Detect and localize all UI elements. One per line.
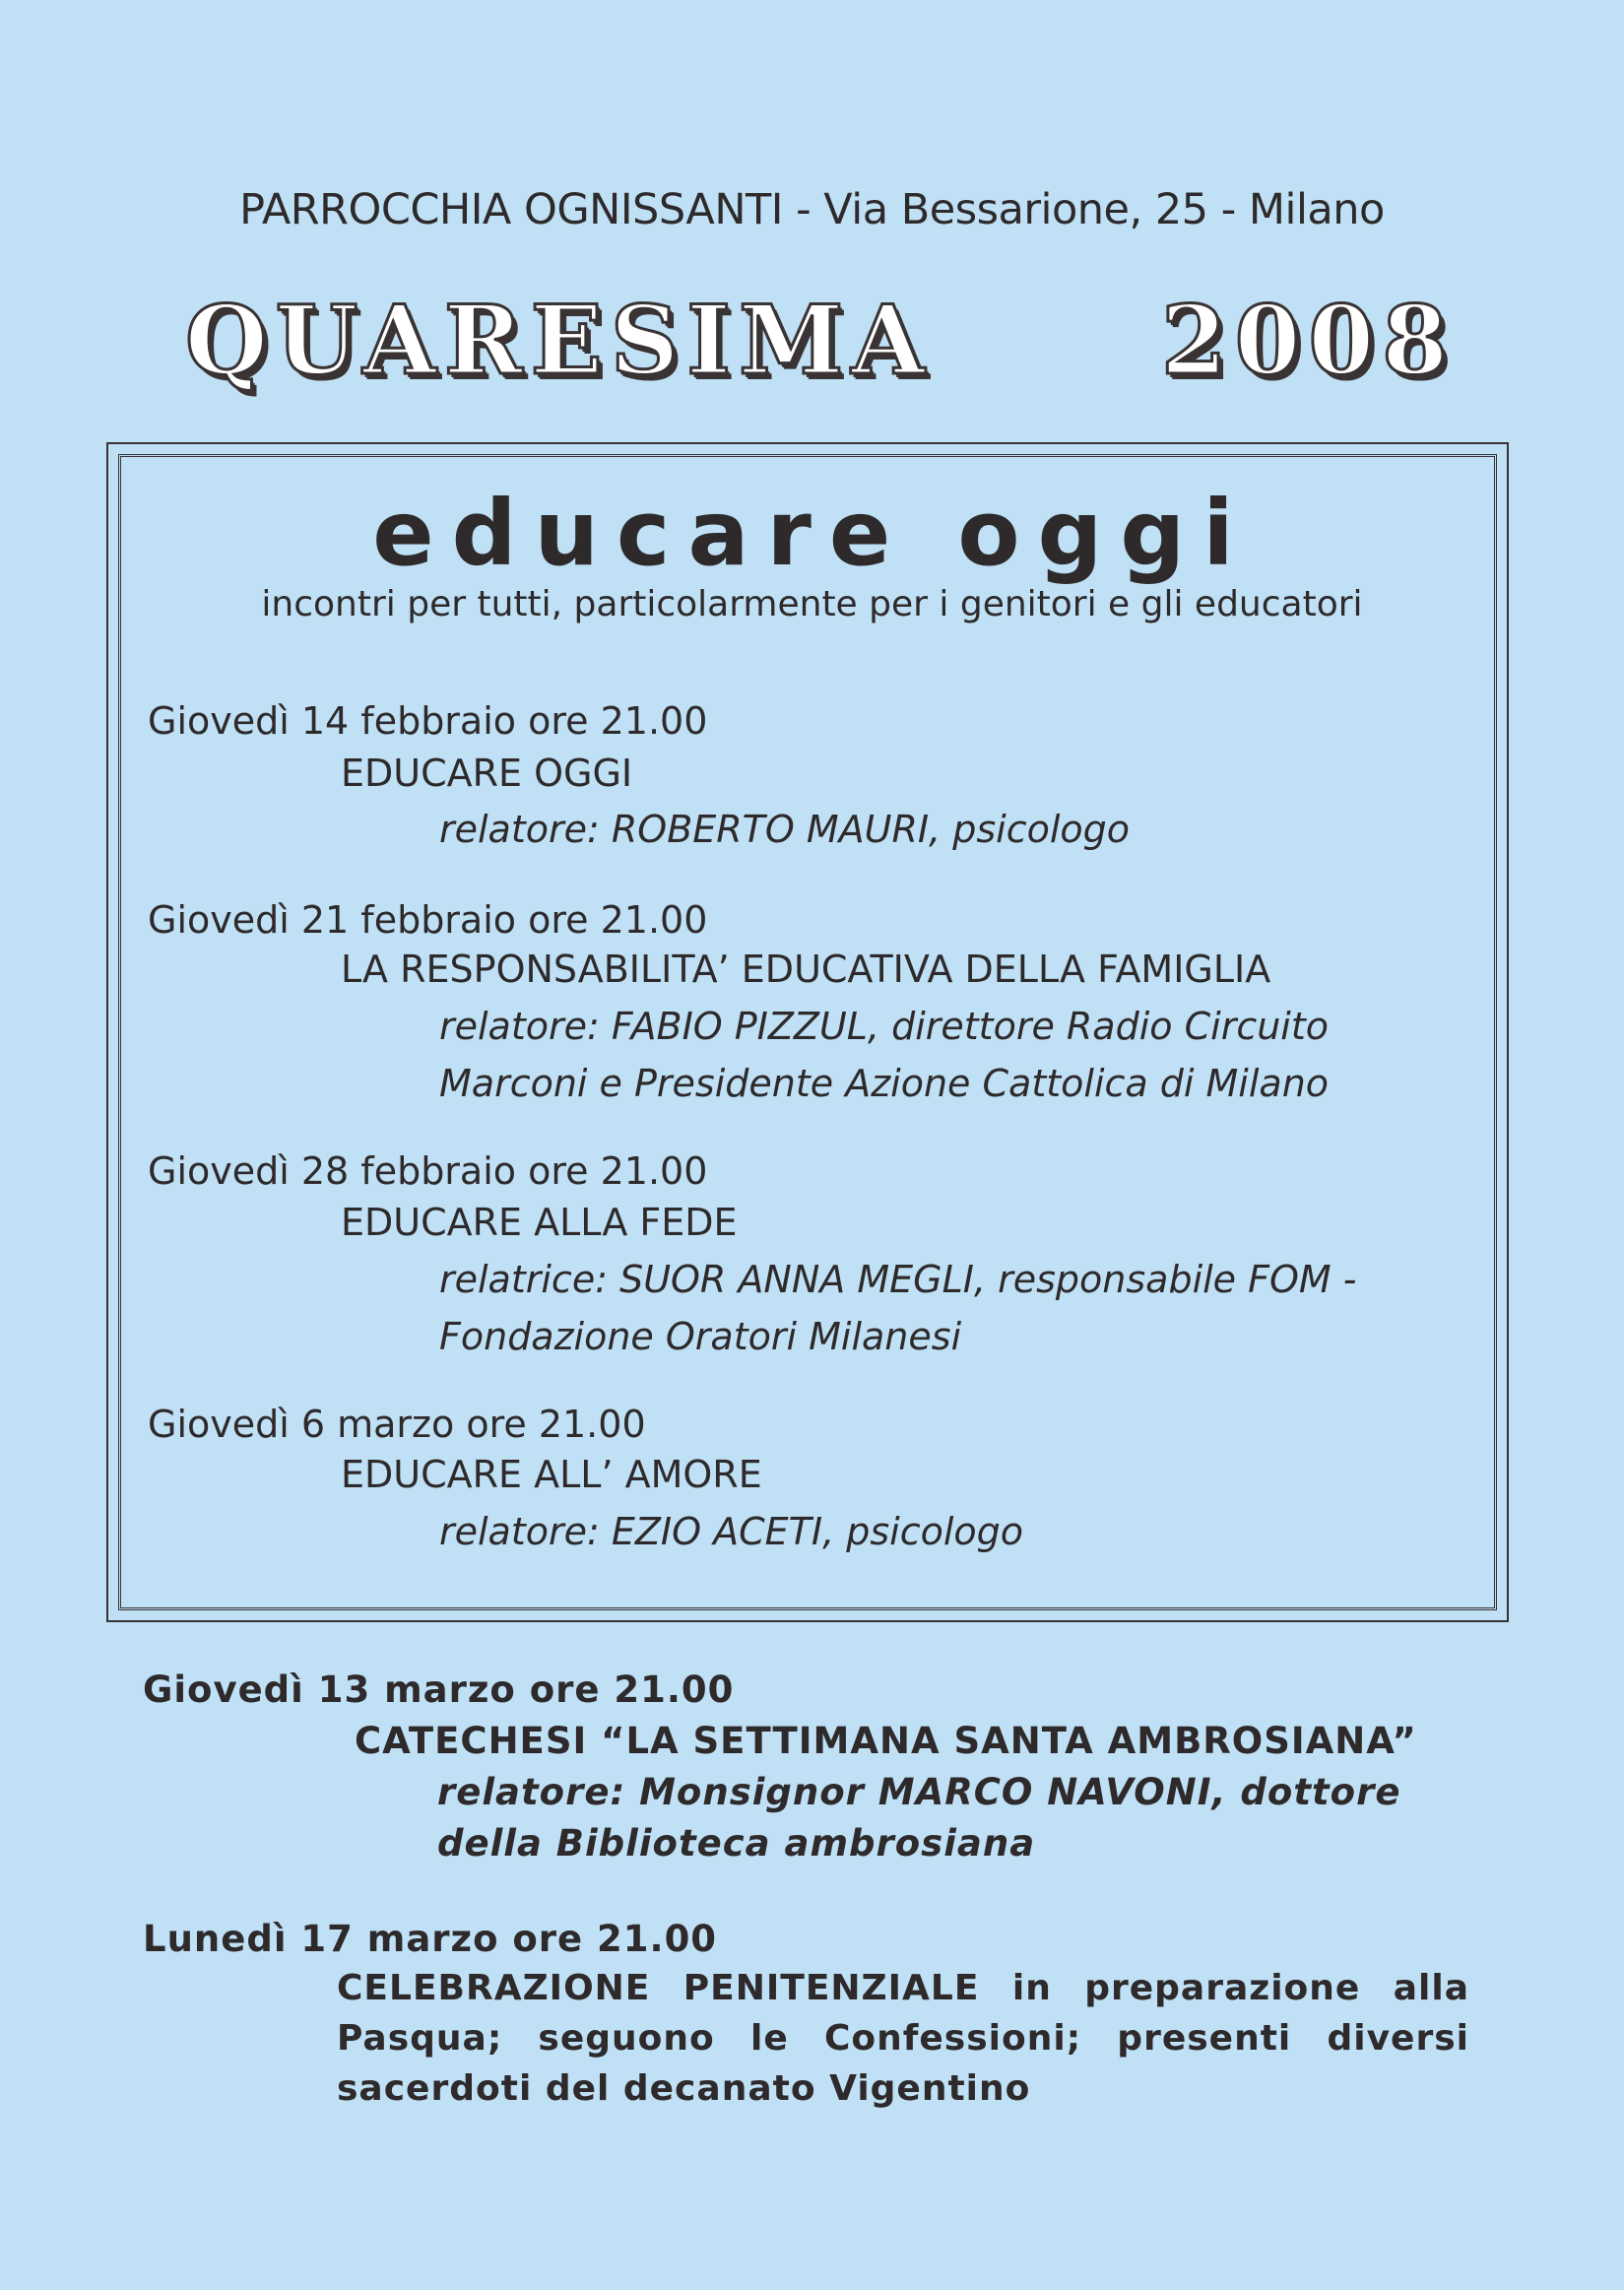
event-5-speaker: relatore: Monsignor MARCO NAVONI, dottore della Biblioteca ambrosiana (437, 1771, 1401, 1865)
event-1-date: Giovedì 14 febbraio ore 21.00 (148, 699, 708, 743)
event-2-topic: LA RESPONSABILITA’ EDUCATIVA DELLA FAMIGLIA (341, 948, 1271, 991)
event-3-date: Giovedì 28 febbraio ore 21.00 (148, 1149, 708, 1193)
parish-header: PARROCCHIA OGNISSANTI - Via Bessarione, 25 - Milano (239, 185, 1385, 234)
event-2-speaker: relatore: FABIO PIZZUL, direttore Radio Circuito Marconi e Presidente Azione Cattolica di Milano (439, 1005, 1330, 1105)
lent-title (185, 285, 1456, 400)
event-5-date: Giovedì 13 marzo ore 21.00 (143, 1668, 735, 1711)
event-4-speaker: relatore: EZIO ACETI, psicologo (439, 1510, 1024, 1553)
event-4-topic: EDUCARE ALL’ AMORE (341, 1453, 762, 1496)
event-1-topic: EDUCARE OGGI (341, 752, 633, 795)
title-word: QUARESIMA (185, 285, 933, 396)
event-6-date: Lunedì 17 marzo ore 21.00 (143, 1918, 718, 1960)
event-6-body: CELEBRAZIONE PENITENZIALE in preparazione alla Pasqua; seguono le Confessioni; presenti diversi sacerdoti del decanato Vigentino (337, 1968, 1469, 2109)
event-1-speaker: relatore: ROBERTO MAURI, psicologo (439, 808, 1131, 851)
event-5-topic: CATECHESI “LA SETTIMANA SANTA AMBROSIANA” (355, 1720, 1417, 1762)
event-3-speaker: relatrice: SUOR ANNA MEGLI, responsabile FOM - Fondazione Oratori Milanesi (439, 1258, 1357, 1358)
event-2-date: Giovedì 21 febbraio ore 21.00 (148, 898, 708, 942)
box-subtitle: incontri per tutti, particolarmente per i genitori e gli educatori (261, 584, 1363, 624)
event-4-date: Giovedì 6 marzo ore 21.00 (148, 1403, 646, 1446)
event-3-topic: EDUCARE ALLA FEDE (341, 1201, 738, 1244)
title-year: 2008 (1160, 285, 1456, 396)
box-title: educare oggi (372, 481, 1252, 586)
